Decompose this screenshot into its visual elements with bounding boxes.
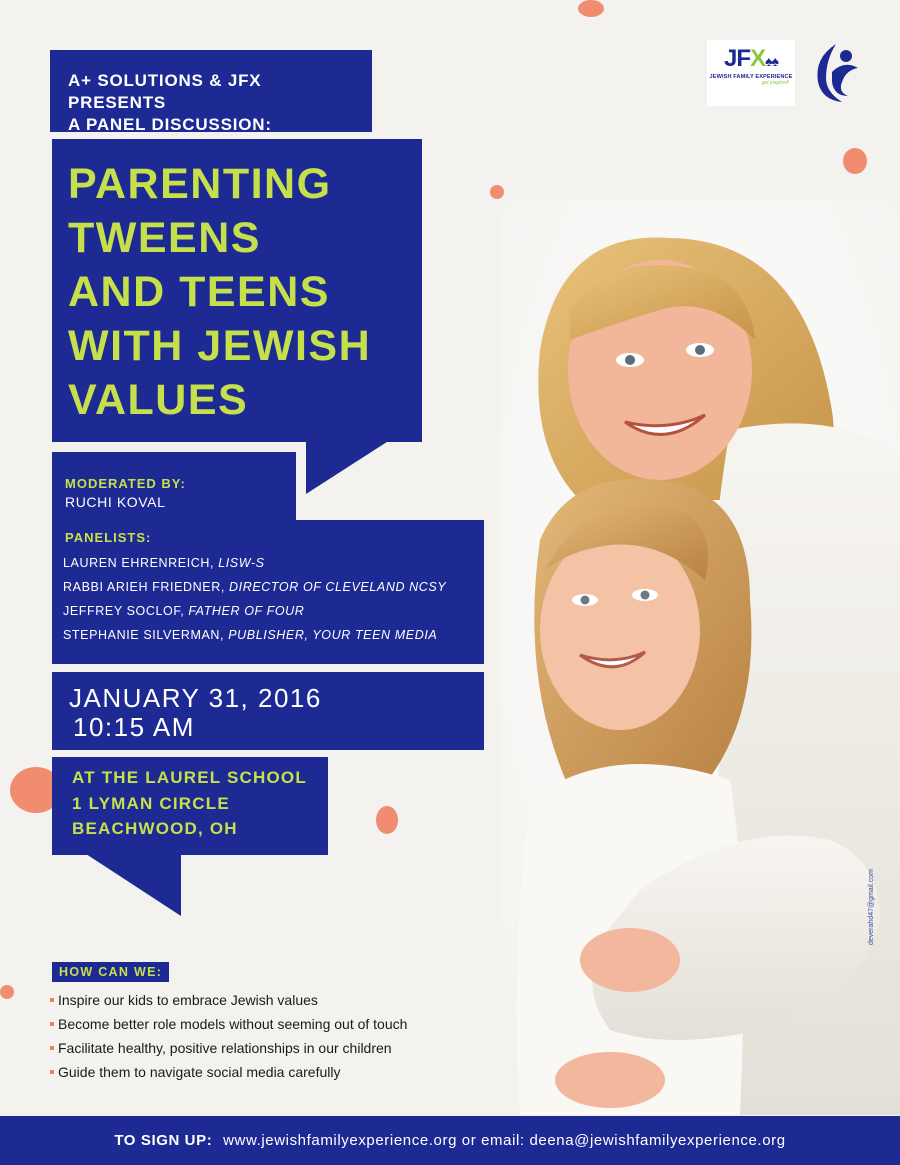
panelists-list bbox=[63, 551, 473, 647]
bullet-icon bbox=[50, 998, 54, 1002]
paint-splatter bbox=[0, 985, 14, 999]
list-item: Become better role models without seeming out of touch bbox=[50, 1012, 407, 1036]
location-box bbox=[52, 757, 328, 855]
paint-splatter bbox=[843, 148, 867, 174]
list-item: Inspire our kids to embrace Jewish values bbox=[50, 988, 407, 1012]
how-can-we-label: HOW CAN WE: bbox=[52, 962, 169, 982]
signup-contact-link[interactable]: www.jewishfamilyexperience.org or email: deena@jewishfamilyexperience.org bbox=[223, 1132, 786, 1149]
panelist-item: LAUREN EHRENREICH, LISW-S bbox=[63, 556, 265, 570]
signup-footer bbox=[0, 1116, 900, 1165]
photo-credit: deverahd47@gmail.com bbox=[868, 869, 875, 945]
location-line-3: BEACHWOOD, OH bbox=[72, 819, 238, 838]
ncsy-logo-icon bbox=[812, 38, 862, 106]
location-bubble-tail bbox=[86, 854, 181, 916]
how-can-we-list bbox=[50, 988, 407, 1084]
title-line-4: WITH JEWISH bbox=[68, 322, 372, 370]
title-line-1: PARENTING bbox=[68, 160, 332, 208]
presents-banner bbox=[50, 50, 372, 132]
bullet-icon bbox=[50, 1046, 54, 1050]
bullet-icon bbox=[50, 1070, 54, 1074]
jfx-wordmark: JFX♠♠ bbox=[724, 45, 778, 72]
title-line-5: VALUES bbox=[68, 376, 249, 424]
paint-splatter bbox=[490, 185, 504, 199]
jfx-subtitle: JEWISH FAMILY EXPERIENCE bbox=[709, 74, 793, 80]
presents-line-2: A PANEL DISCUSSION: bbox=[68, 115, 272, 134]
moderator-label: MODERATED BY: bbox=[65, 476, 186, 491]
mother-daughter-photo bbox=[500, 200, 900, 1115]
list-item: Facilitate healthy, positive relationships in our children bbox=[50, 1036, 407, 1060]
speech-bubble-tail bbox=[306, 440, 390, 494]
title-box bbox=[52, 139, 422, 442]
title-line-3: AND TEENS bbox=[68, 268, 330, 316]
event-date-box bbox=[52, 672, 484, 750]
panelist-item: JEFFREY SOCLOF, FATHER OF FOUR bbox=[63, 604, 305, 618]
panelists-label: PANELISTS: bbox=[65, 530, 152, 545]
moderator-name: RUCHI KOVAL bbox=[65, 494, 166, 510]
location-line-2: 1 LYMAN CIRCLE bbox=[72, 793, 230, 813]
panelists-box bbox=[52, 520, 484, 664]
location-line-1: AT THE LAUREL SCHOOL bbox=[72, 768, 307, 787]
list-item: Guide them to navigate social media carefully bbox=[50, 1060, 407, 1084]
moderator-box bbox=[52, 452, 296, 522]
presents-line-1: A+ SOLUTIONS & JFX PRESENTS bbox=[68, 71, 262, 112]
event-date: JANUARY 31, 2016 bbox=[69, 683, 322, 713]
bullet-icon bbox=[50, 1022, 54, 1026]
jfx-tagline: get inspired! bbox=[761, 80, 789, 86]
paint-splatter bbox=[376, 806, 398, 834]
signup-label: TO SIGN UP: bbox=[114, 1132, 213, 1149]
event-time: 10:15 AM bbox=[73, 712, 195, 742]
title-line-2: TWEENS bbox=[68, 214, 261, 262]
jfx-logo bbox=[707, 40, 795, 106]
panelist-item: STEPHANIE SILVERMAN, PUBLISHER, YOUR TEEN MEDIA bbox=[63, 628, 438, 642]
paint-splatter bbox=[578, 0, 604, 17]
panelist-item: RABBI ARIEH FRIEDNER, DIRECTOR OF CLEVELAND NCSY bbox=[63, 580, 447, 594]
